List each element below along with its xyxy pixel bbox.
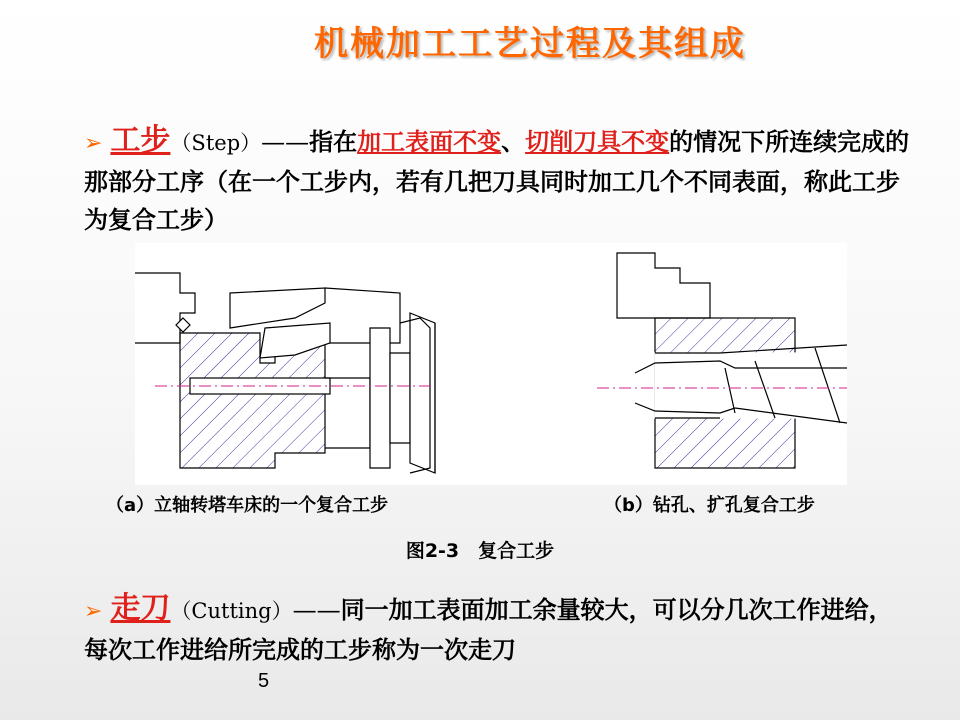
figure-composite-step xyxy=(135,243,847,485)
page-number: 5 xyxy=(258,670,270,692)
figure-title: 图2-3 复合工步 xyxy=(405,540,555,562)
arrow-bullet-icon: ➢ xyxy=(84,131,103,156)
step-highlight-tool: 切削刀具不变 xyxy=(525,128,670,156)
step-paragraph xyxy=(84,122,914,239)
cutting-dash: —— xyxy=(292,596,341,624)
cutting-text: 同一加工表面加工余量较大，可以分几次工作进给，每次工作进给所完成的工步称为一次走刀 xyxy=(84,596,893,664)
step-term: 工步 xyxy=(110,123,171,158)
arrow-bullet-icon: ➢ xyxy=(84,599,103,624)
diagram-a-turret-lathe xyxy=(135,273,435,473)
step-separator: 、 xyxy=(501,128,526,156)
step-english: （Step） xyxy=(170,131,262,155)
diagram-b-drilling-reaming xyxy=(597,253,847,468)
machining-diagrams xyxy=(135,243,847,485)
cutting-paragraph xyxy=(84,590,914,669)
caption-a: （a）立轴转塔车床的一个复合工步 xyxy=(106,495,389,516)
step-text-b: 的情况下所连续完成的那部分工序（在一个工步内，若有几把刀具同时加工几个不同表面，称此工步为复合工步） xyxy=(84,128,910,234)
step-text-a: 指在 xyxy=(309,128,358,156)
step-highlight-surface: 加工表面不变 xyxy=(357,128,502,156)
cutting-english: （Cutting） xyxy=(170,599,293,623)
caption-b: （b）钻孔、扩孔复合工步 xyxy=(604,495,815,516)
step-dash: —— xyxy=(261,128,310,156)
slide-title: 机械加工工艺过程及其组成 xyxy=(314,24,746,64)
cutting-term: 走刀 xyxy=(110,591,171,626)
